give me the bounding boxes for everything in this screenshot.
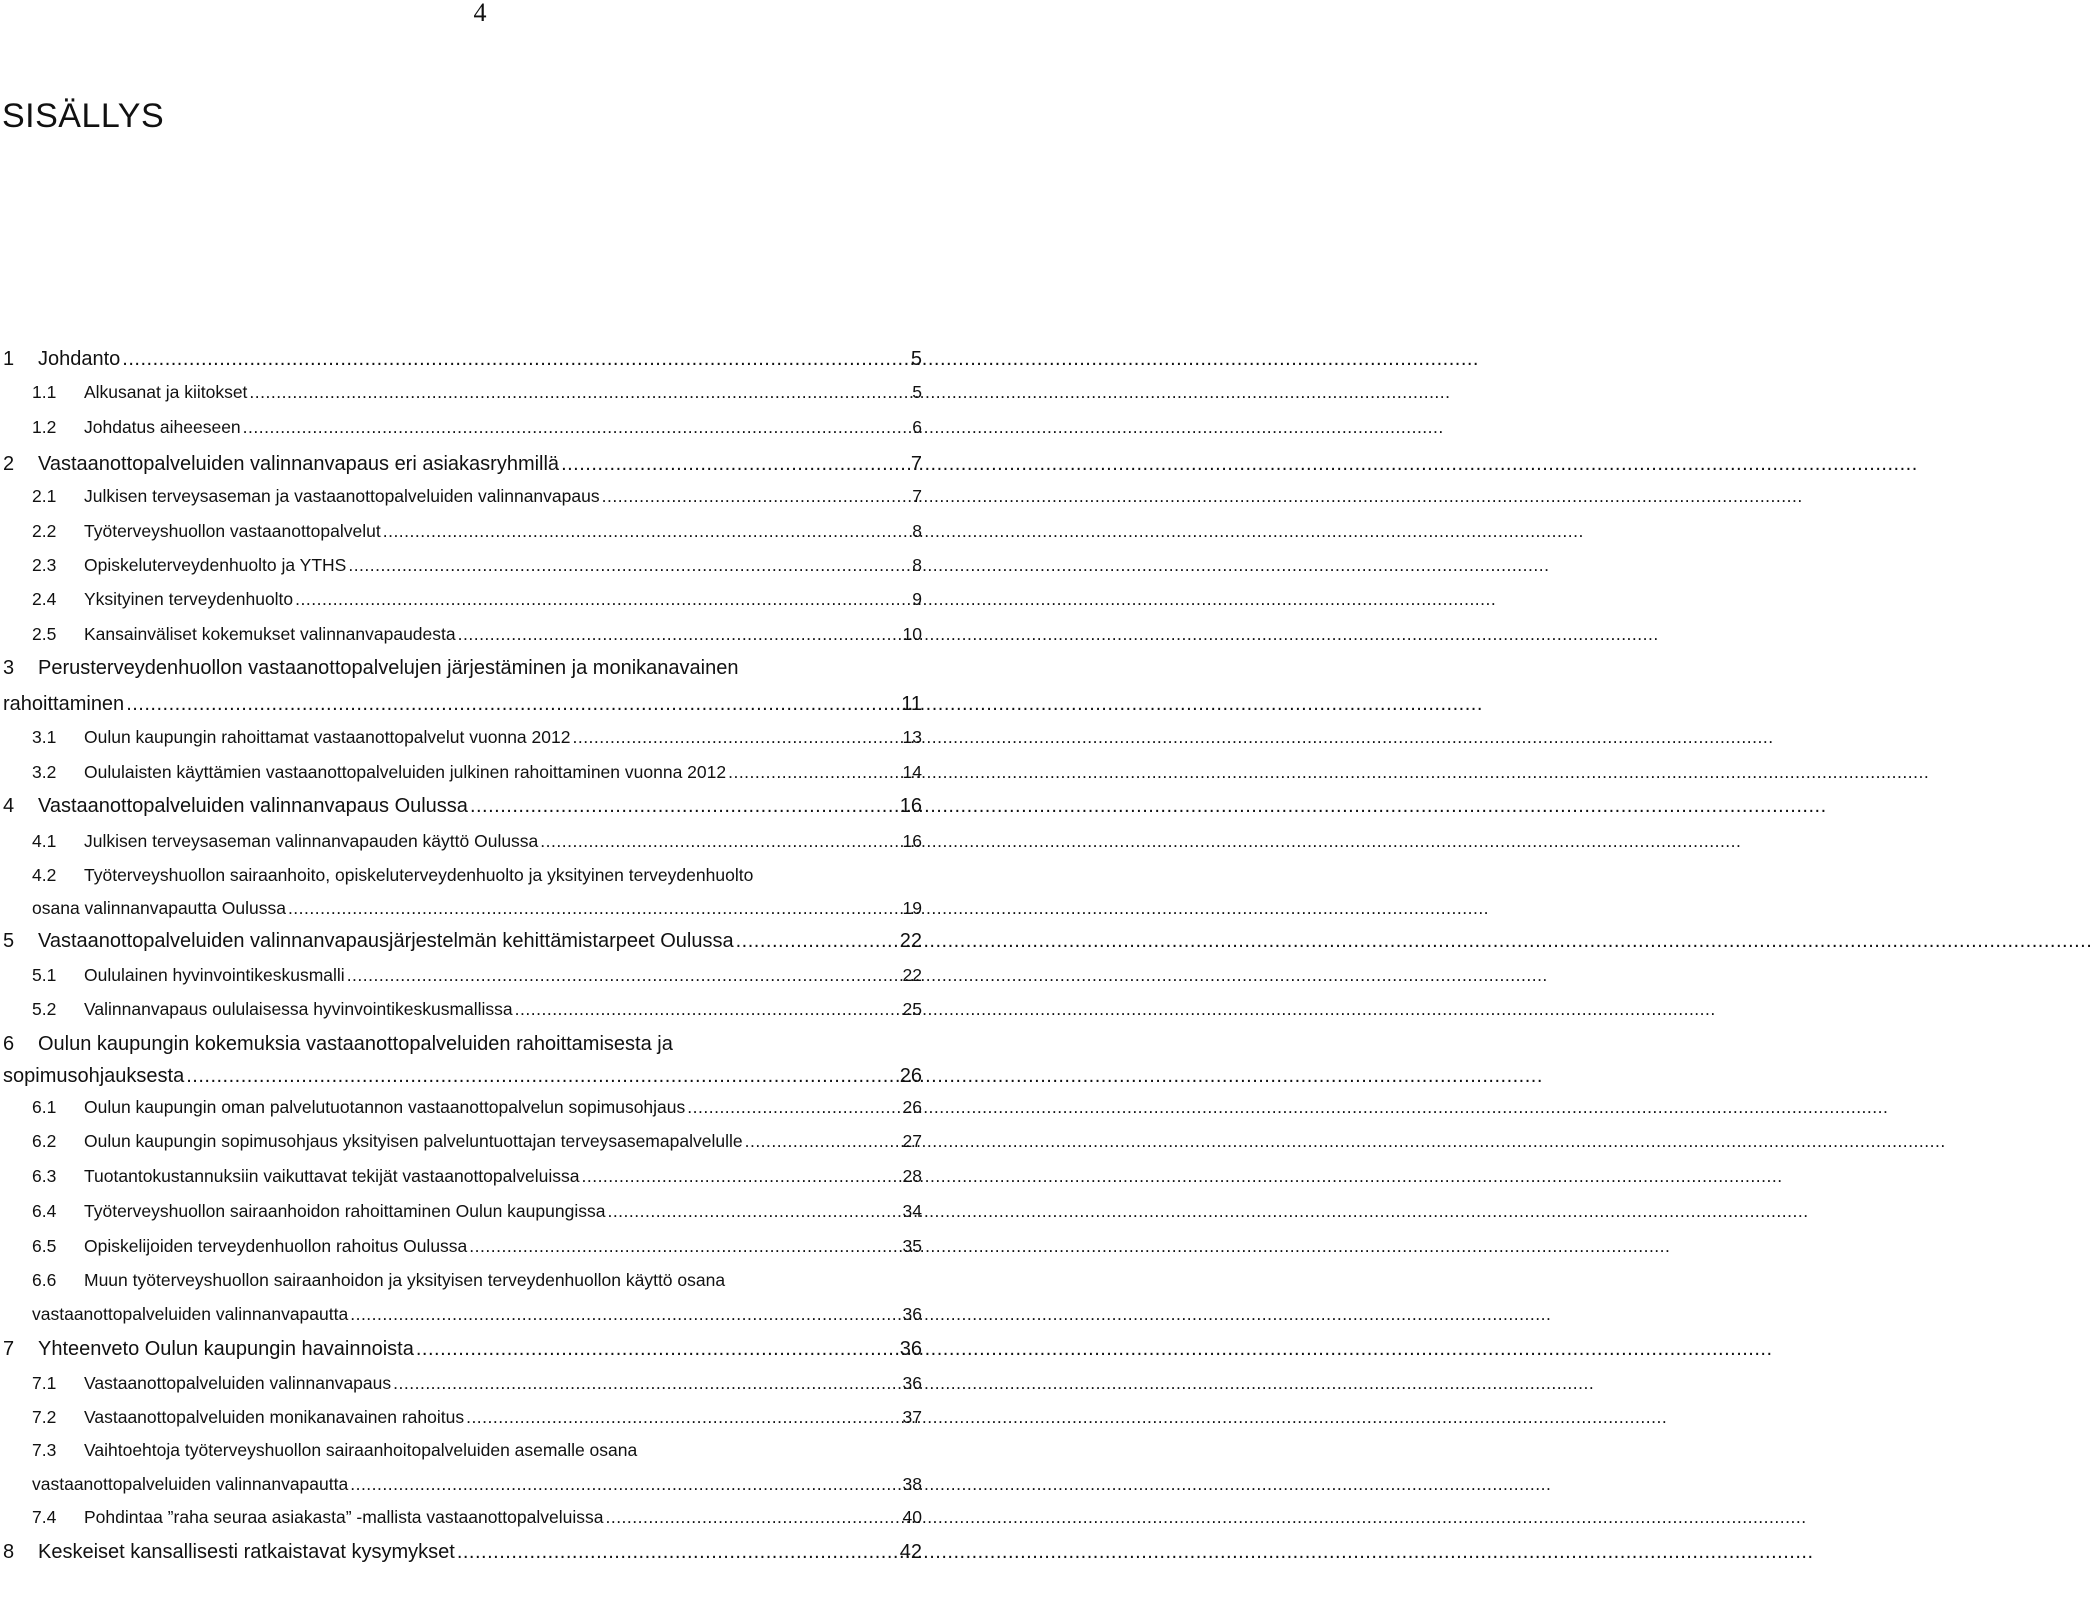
toc-line xyxy=(84,1165,922,1187)
toc-page-number: 26 xyxy=(899,1065,922,1087)
toc-leader-dots xyxy=(602,485,911,507)
toc-page-number: 10 xyxy=(902,624,922,644)
toc-page-number: 34 xyxy=(902,1201,922,1221)
toc-number: 3.2 xyxy=(32,762,57,782)
toc-line xyxy=(84,1200,922,1222)
toc-page-number: 26 xyxy=(902,1097,922,1117)
toc-line xyxy=(38,929,922,953)
toc-line xyxy=(84,726,922,748)
toc-leader-dots xyxy=(466,1406,900,1428)
toc-leader-dots xyxy=(581,1165,900,1187)
toc-line xyxy=(84,1096,922,1118)
toc-number: 1.1 xyxy=(32,382,57,402)
toc-leader-dots xyxy=(607,1200,900,1222)
toc-number: 6.1 xyxy=(32,1097,57,1117)
toc-line xyxy=(84,864,753,886)
toc-number: 4.2 xyxy=(32,865,57,885)
toc-line xyxy=(84,588,922,610)
toc-number: 6 xyxy=(3,1033,15,1055)
toc-page-number: 8 xyxy=(912,521,922,541)
toc-page-number: 36 xyxy=(902,1373,922,1393)
toc-leader-dots xyxy=(457,1540,898,1564)
toc-text: Oululainen hyvinvointikeskusmalli xyxy=(84,965,345,985)
toc-line xyxy=(38,347,922,371)
toc-number: 7.2 xyxy=(32,1407,57,1427)
toc-leader-dots xyxy=(561,452,909,476)
page-number: 4 xyxy=(473,0,487,27)
toc-text: Oulun kaupungin rahoittamat vastaanottopalvelut vuonna 2012 xyxy=(84,727,571,747)
toc-line xyxy=(32,897,922,919)
toc-page-number: 16 xyxy=(902,831,922,851)
toc-text: Opiskelijoiden terveydenhuollon rahoitus Oulussa xyxy=(84,1236,468,1256)
toc-text: Vastaanottopalveluiden valinnanvapausjärjestelmän kehittämistarpeet Oulussa xyxy=(38,930,734,952)
toc-text: Perusterveydenhuollon vastaanottopalvelujen järjestäminen ja monikanavainen xyxy=(38,657,739,679)
toc-line xyxy=(84,1130,922,1152)
toc-leader-dots xyxy=(605,1506,900,1528)
toc-text-continued: vastaanottopalveluiden valinnanvapautta xyxy=(32,1304,349,1324)
toc-number: 4 xyxy=(3,795,15,817)
toc-leader-dots xyxy=(288,897,901,919)
toc-text: Opiskeluterveydenhuolto ja YTHS xyxy=(84,555,347,575)
toc-number: 2.3 xyxy=(32,555,57,575)
toc-line xyxy=(38,1337,922,1361)
toc-text-continued: osana valinnanvapautta Oulussa xyxy=(32,898,286,918)
toc-line xyxy=(38,1540,922,1564)
toc-page-number: 27 xyxy=(902,1131,922,1151)
toc-page-number: 22 xyxy=(902,965,922,985)
toc-line xyxy=(3,692,922,716)
toc-leader-dots xyxy=(469,1235,900,1257)
toc-number: 7.3 xyxy=(32,1440,57,1460)
toc-leader-dots xyxy=(350,1473,900,1495)
toc-number: 6.6 xyxy=(32,1270,57,1290)
toc-leader-dots xyxy=(186,1064,898,1088)
toc-page-number: 9 xyxy=(912,589,922,609)
toc-page-number: 8 xyxy=(912,555,922,575)
toc-leader-dots xyxy=(728,761,900,783)
toc-page-number: 42 xyxy=(899,1541,922,1563)
toc-text: Valinnanvapaus oululaisessa hyvinvointikeskusmallissa xyxy=(84,999,513,1019)
toc-line xyxy=(38,656,738,680)
toc-text: Oulun kaupungin sopimusohjaus yksityisen palveluntuottajan terveysasemapalvelulle xyxy=(84,1131,743,1151)
toc-number: 2.4 xyxy=(32,589,57,609)
toc-number: 5.2 xyxy=(32,999,57,1019)
toc-line xyxy=(84,830,922,852)
toc-page-number: 35 xyxy=(902,1236,922,1256)
toc-text: Johdanto xyxy=(38,348,121,370)
toc-text: Yhteenveto Oulun kaupungin havainnoista xyxy=(38,1338,414,1360)
toc-number: 2.1 xyxy=(32,486,57,506)
toc-text: Tuotantokustannuksiin vaikuttavat tekijät vastaanottopalveluissa xyxy=(84,1166,580,1186)
toc-number: 7.1 xyxy=(32,1373,57,1393)
toc-page-number: 36 xyxy=(902,1304,922,1324)
toc-text: Kansainväliset kokemukset valinnanvapaudesta xyxy=(84,624,456,644)
toc-text: Muun työterveyshuollon sairaanhoidon ja yksityisen terveydenhuollon käyttö osana xyxy=(84,1270,726,1290)
toc-leader-dots xyxy=(350,1303,900,1325)
toc-leader-dots xyxy=(458,623,901,645)
toc-line xyxy=(32,1303,922,1325)
toc-number: 1 xyxy=(3,348,15,370)
toc-leader-dots xyxy=(687,1096,900,1118)
toc-leader-dots xyxy=(348,554,910,576)
toc-page-number: 28 xyxy=(902,1166,922,1186)
toc-text: Yksityinen terveydenhuolto xyxy=(84,589,294,609)
toc-number: 6.5 xyxy=(32,1236,57,1256)
toc-number: 2.2 xyxy=(32,521,57,541)
toc-leader-dots xyxy=(249,381,910,403)
toc-page-number: 36 xyxy=(899,1338,922,1360)
toc-text: Johdatus aiheeseen xyxy=(84,417,241,437)
toc-text: Vastaanottopalveluiden monikanavainen rahoitus xyxy=(84,1407,465,1427)
toc-text: Vastaanottopalveluiden valinnanvapaus Oulussa xyxy=(38,795,468,817)
toc-line xyxy=(38,452,922,476)
toc-page-number: 37 xyxy=(902,1407,922,1427)
toc-text: Alkusanat ja kiitokset xyxy=(84,382,248,402)
toc-leader-dots xyxy=(745,1130,901,1152)
toc-number: 6.3 xyxy=(32,1166,57,1186)
toc-line xyxy=(84,1506,922,1528)
toc-text-continued: rahoittaminen xyxy=(3,693,125,715)
toc-leader-dots xyxy=(126,692,899,716)
toc-text: Oulun kaupungin kokemuksia vastaanottopalveluiden rahoittamisesta ja xyxy=(38,1033,673,1055)
toc-line xyxy=(32,1473,922,1495)
toc-page-number: 5 xyxy=(910,348,922,370)
toc-text: Oulun kaupungin oman palvelutuotannon vastaanottopalvelun sopimusohjaus xyxy=(84,1097,686,1117)
toc-text: Vaihtoehtoja työterveyshuollon sairaanhoitopalveluiden asemalle osana xyxy=(84,1440,638,1460)
toc-text: Oululaisten käyttämien vastaanottopalveluiden julkinen rahoittaminen vuonna 2012 xyxy=(84,762,727,782)
toc-page-number: 40 xyxy=(902,1507,922,1527)
toc-text: Keskeiset kansallisesti ratkaistavat kysymykset xyxy=(38,1541,455,1563)
toc-number: 5.1 xyxy=(32,965,57,985)
toc-text: Vastaanottopalveluiden valinnanvapaus xyxy=(84,1373,392,1393)
toc-leader-dots xyxy=(572,726,900,748)
toc-number: 1.2 xyxy=(32,417,57,437)
page-title: SISÄLLYS xyxy=(2,97,165,135)
toc-page-number: 14 xyxy=(902,762,922,782)
toc-number: 8 xyxy=(3,1541,15,1563)
toc-number: 6.4 xyxy=(32,1201,57,1221)
toc-text: Työterveyshuollon sairaanhoidon rahoittaminen Oulun kaupungissa xyxy=(84,1201,606,1221)
toc-text: Vastaanottopalveluiden valinnanvapaus eri asiakasryhmillä xyxy=(38,453,560,475)
toc-page-number: 25 xyxy=(902,999,922,1019)
toc-text: Julkisen terveysaseman ja vastaanottopalveluiden valinnanvapaus xyxy=(84,486,600,506)
toc-number: 7.4 xyxy=(32,1507,57,1527)
toc-page-number: 13 xyxy=(902,727,922,747)
toc-leader-dots xyxy=(383,520,911,542)
toc-page-number: 11 xyxy=(901,693,922,715)
toc-text: Työterveyshuollon sairaanhoito, opiskeluterveydenhuolto ja yksityinen terveydenhuolto xyxy=(84,865,754,885)
toc-line xyxy=(38,794,922,818)
toc-page-number: 7 xyxy=(910,453,922,475)
toc-leader-dots xyxy=(416,1337,898,1361)
toc-line xyxy=(84,1235,922,1257)
toc-page-number: 22 xyxy=(899,930,922,952)
toc-leader-dots xyxy=(243,416,911,438)
toc-text: Työterveyshuollon vastaanottopalvelut xyxy=(84,521,381,541)
toc-number: 3 xyxy=(3,657,15,679)
toc-line xyxy=(84,1406,922,1428)
toc-number: 6.2 xyxy=(32,1131,57,1151)
toc-line xyxy=(84,964,922,986)
toc-line xyxy=(84,1269,725,1291)
toc-text: Pohdintaa ”raha seuraa asiakasta” -mallista vastaanottopalveluissa xyxy=(84,1507,604,1527)
toc-number: 5 xyxy=(3,930,15,952)
toc-line xyxy=(84,520,922,542)
toc-page-number: 6 xyxy=(912,417,922,437)
toc-line xyxy=(84,416,922,438)
toc-leader-dots xyxy=(393,1372,900,1394)
toc-line xyxy=(84,1439,637,1461)
toc-line xyxy=(3,1064,922,1088)
toc-line xyxy=(84,554,922,576)
toc-number: 2 xyxy=(3,453,15,475)
toc-page-number: 5 xyxy=(912,382,922,402)
toc-page-number: 7 xyxy=(912,486,922,506)
toc-page-number: 38 xyxy=(902,1474,922,1494)
toc-leader-dots xyxy=(540,830,900,852)
toc-line xyxy=(84,1372,922,1394)
toc-page-number: 19 xyxy=(902,898,922,918)
toc-line xyxy=(84,998,922,1020)
toc-leader-dots xyxy=(347,964,901,986)
toc-line xyxy=(84,761,922,783)
toc-leader-dots xyxy=(122,347,909,371)
toc-number: 7 xyxy=(3,1338,15,1360)
toc-text-continued: sopimusohjauksesta xyxy=(3,1065,185,1087)
toc-number: 4.1 xyxy=(32,831,57,851)
toc-leader-dots xyxy=(470,794,898,818)
toc-text: Julkisen terveysaseman valinnanvapauden käyttö Oulussa xyxy=(84,831,539,851)
toc-line xyxy=(84,485,922,507)
toc-leader-dots xyxy=(515,998,901,1020)
toc-line xyxy=(84,623,922,645)
toc-text-continued: vastaanottopalveluiden valinnanvapautta xyxy=(32,1474,349,1494)
toc-leader-dots xyxy=(736,929,898,953)
toc-leader-dots xyxy=(295,588,910,610)
toc-number: 2.5 xyxy=(32,624,57,644)
toc-page-number: 16 xyxy=(899,795,922,817)
toc-line xyxy=(38,1032,673,1056)
toc-number: 3.1 xyxy=(32,727,57,747)
toc-line xyxy=(84,381,922,403)
